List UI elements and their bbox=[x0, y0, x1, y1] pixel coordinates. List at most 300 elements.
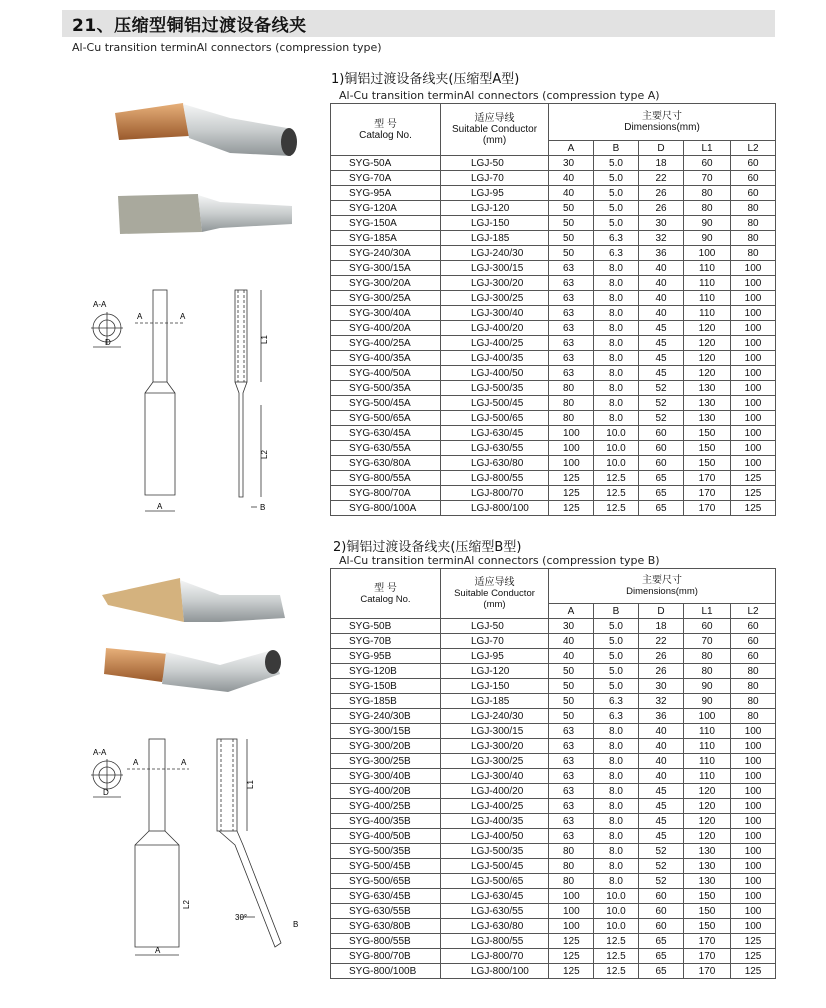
table-row bbox=[331, 366, 776, 381]
table-row bbox=[331, 216, 776, 231]
cell-d: 65 bbox=[639, 964, 684, 979]
col-header-conductor bbox=[441, 104, 549, 156]
cell-a: 63 bbox=[549, 291, 594, 306]
section-a-subtitle: Al-Cu transition terminAl connectors (compression type A) bbox=[339, 89, 660, 102]
table-row bbox=[331, 844, 776, 859]
label-a-right: A bbox=[181, 758, 187, 767]
cell-d: 30 bbox=[639, 679, 684, 694]
cell-l2: 100 bbox=[731, 889, 776, 904]
cell-d: 40 bbox=[639, 276, 684, 291]
pad-side bbox=[235, 382, 247, 497]
cell-b: 10.0 bbox=[594, 456, 639, 471]
cell-conductor: LGJ-400/35 bbox=[441, 351, 549, 366]
barrel-front bbox=[153, 290, 167, 382]
cell-l1: 90 bbox=[684, 216, 731, 231]
cell-b: 10.0 bbox=[594, 904, 639, 919]
cell-conductor: LGJ-95 bbox=[441, 186, 549, 201]
cell-a: 125 bbox=[549, 934, 594, 949]
table-row bbox=[331, 471, 776, 486]
cell-conductor: LGJ-800/70 bbox=[441, 486, 549, 501]
aluminium-barrel bbox=[183, 104, 291, 156]
cell-conductor: LGJ-300/40 bbox=[441, 769, 549, 784]
cell-l1: 80 bbox=[684, 649, 731, 664]
cell-l1: 150 bbox=[684, 456, 731, 471]
label-a-left: A bbox=[133, 758, 139, 767]
cell-conductor: LGJ-500/35 bbox=[441, 381, 549, 396]
cell-d: 32 bbox=[639, 231, 684, 246]
cell-b: 6.3 bbox=[594, 709, 639, 724]
cell-l1: 150 bbox=[684, 919, 731, 934]
cell-catalog-no: SYG-400/25B bbox=[331, 799, 441, 814]
pad-front bbox=[135, 831, 179, 947]
cell-l1: 130 bbox=[684, 396, 731, 411]
cell-catalog-no: SYG-630/80A bbox=[331, 456, 441, 471]
cond-en: Suitable Conductor bbox=[451, 124, 538, 135]
cell-conductor: LGJ-800/100 bbox=[441, 964, 549, 979]
cell-catalog-no: SYG-500/65A bbox=[331, 411, 441, 426]
cell-catalog-no: SYG-500/35A bbox=[331, 381, 441, 396]
cell-conductor: LGJ-400/35 bbox=[441, 814, 549, 829]
cell-a: 80 bbox=[549, 859, 594, 874]
cell-b: 8.0 bbox=[594, 411, 639, 426]
cell-b: 8.0 bbox=[594, 336, 639, 351]
cell-catalog-no: SYG-400/20A bbox=[331, 321, 441, 336]
table-row bbox=[331, 381, 776, 396]
cell-conductor: LGJ-185 bbox=[441, 694, 549, 709]
cell-catalog-no: SYG-300/40A bbox=[331, 306, 441, 321]
cell-b: 8.0 bbox=[594, 366, 639, 381]
cell-l2: 100 bbox=[731, 336, 776, 351]
section-a-title: 1)铜铝过渡设备线夹(压缩型A型) bbox=[331, 72, 520, 87]
cell-l1: 150 bbox=[684, 441, 731, 456]
cell-b: 12.5 bbox=[594, 471, 639, 486]
cell-d: 52 bbox=[639, 411, 684, 426]
cell-l2: 80 bbox=[731, 664, 776, 679]
cell-b: 5.0 bbox=[594, 216, 639, 231]
cell-b: 5.0 bbox=[594, 649, 639, 664]
product-photo-a2 bbox=[110, 190, 300, 240]
table-row bbox=[331, 739, 776, 754]
cell-catalog-no: SYG-300/40B bbox=[331, 769, 441, 784]
label-b: B bbox=[293, 920, 299, 929]
cell-d: 45 bbox=[639, 784, 684, 799]
cell-d: 18 bbox=[639, 619, 684, 634]
cell-conductor: LGJ-120 bbox=[441, 201, 549, 216]
cell-b: 8.0 bbox=[594, 739, 639, 754]
cell-b: 5.0 bbox=[594, 664, 639, 679]
cell-l1: 110 bbox=[684, 739, 731, 754]
cell-a: 40 bbox=[549, 171, 594, 186]
label-section: A-A bbox=[93, 748, 107, 757]
cell-l2: 100 bbox=[731, 919, 776, 934]
table-row bbox=[331, 784, 776, 799]
page-subtitle: Al-Cu transition terminAl connectors (compression type) bbox=[72, 41, 382, 54]
cell-l2: 100 bbox=[731, 321, 776, 336]
cell-d: 40 bbox=[639, 769, 684, 784]
table-row bbox=[331, 889, 776, 904]
cell-l1: 150 bbox=[684, 426, 731, 441]
cell-d: 65 bbox=[639, 949, 684, 964]
cell-conductor: LGJ-300/40 bbox=[441, 306, 549, 321]
cell-catalog-no: SYG-630/55B bbox=[331, 904, 441, 919]
col-header-dimensions bbox=[549, 569, 776, 604]
cell-d: 22 bbox=[639, 634, 684, 649]
cell-b: 5.0 bbox=[594, 679, 639, 694]
dim-en: Dimensions(mm) bbox=[624, 122, 700, 133]
cell-catalog-no: SYG-70A bbox=[331, 171, 441, 186]
col-l2: L2 bbox=[731, 141, 776, 156]
cell-a: 100 bbox=[549, 426, 594, 441]
cell-l2: 100 bbox=[731, 814, 776, 829]
cell-a: 50 bbox=[549, 679, 594, 694]
cell-l1: 100 bbox=[684, 709, 731, 724]
table-row bbox=[331, 754, 776, 769]
cell-a: 80 bbox=[549, 411, 594, 426]
cell-d: 36 bbox=[639, 709, 684, 724]
cell-d: 52 bbox=[639, 844, 684, 859]
table-row bbox=[331, 486, 776, 501]
cell-l1: 120 bbox=[684, 366, 731, 381]
cell-l1: 110 bbox=[684, 306, 731, 321]
cell-d: 45 bbox=[639, 799, 684, 814]
cell-l1: 110 bbox=[684, 724, 731, 739]
cell-l2: 125 bbox=[731, 949, 776, 964]
cell-catalog-no: SYG-800/70B bbox=[331, 949, 441, 964]
cell-b: 8.0 bbox=[594, 814, 639, 829]
technical-drawing-a bbox=[85, 285, 290, 515]
cell-l1: 120 bbox=[684, 814, 731, 829]
cell-l1: 120 bbox=[684, 799, 731, 814]
cell-l2: 80 bbox=[731, 201, 776, 216]
cell-conductor: LGJ-800/55 bbox=[441, 471, 549, 486]
table-row bbox=[331, 336, 776, 351]
cell-l1: 120 bbox=[684, 321, 731, 336]
dim-en: Dimensions(mm) bbox=[626, 586, 698, 597]
cell-l1: 130 bbox=[684, 844, 731, 859]
cell-a: 30 bbox=[549, 619, 594, 634]
cell-l2: 100 bbox=[731, 381, 776, 396]
cell-conductor: LGJ-500/65 bbox=[441, 411, 549, 426]
copper-pad bbox=[102, 578, 184, 622]
cell-a: 100 bbox=[549, 456, 594, 471]
cell-l2: 100 bbox=[731, 859, 776, 874]
cell-catalog-no: SYG-300/15A bbox=[331, 261, 441, 276]
cell-b: 10.0 bbox=[594, 919, 639, 934]
cell-catalog-no: SYG-185A bbox=[331, 231, 441, 246]
cell-l1: 80 bbox=[684, 201, 731, 216]
cell-catalog-no: SYG-500/45B bbox=[331, 859, 441, 874]
cell-l2: 125 bbox=[731, 934, 776, 949]
cell-d: 40 bbox=[639, 291, 684, 306]
cell-b: 12.5 bbox=[594, 964, 639, 979]
cond-unit: (mm) bbox=[482, 135, 507, 146]
table-row bbox=[331, 799, 776, 814]
cell-b: 8.0 bbox=[594, 396, 639, 411]
table-row bbox=[331, 964, 776, 979]
cell-d: 26 bbox=[639, 201, 684, 216]
cell-conductor: LGJ-400/50 bbox=[441, 366, 549, 381]
cell-catalog-no: SYG-240/30B bbox=[331, 709, 441, 724]
cell-l2: 125 bbox=[731, 501, 776, 516]
model-cn: 型 号 bbox=[374, 118, 397, 130]
col-l1: L1 bbox=[684, 141, 731, 156]
cell-l2: 100 bbox=[731, 426, 776, 441]
cell-l2: 60 bbox=[731, 171, 776, 186]
barrel-side bbox=[217, 739, 237, 831]
table-row bbox=[331, 694, 776, 709]
cell-a: 125 bbox=[549, 949, 594, 964]
cell-a: 63 bbox=[549, 366, 594, 381]
table-row bbox=[331, 649, 776, 664]
table-row bbox=[331, 501, 776, 516]
cell-l1: 70 bbox=[684, 634, 731, 649]
cell-l2: 100 bbox=[731, 396, 776, 411]
cell-conductor: LGJ-400/20 bbox=[441, 784, 549, 799]
cell-a: 125 bbox=[549, 964, 594, 979]
label-l1: L1 bbox=[260, 335, 269, 344]
cell-d: 65 bbox=[639, 486, 684, 501]
cell-a: 63 bbox=[549, 321, 594, 336]
table-row bbox=[331, 171, 776, 186]
cell-conductor: LGJ-400/25 bbox=[441, 336, 549, 351]
cell-catalog-no: SYG-400/35A bbox=[331, 351, 441, 366]
cell-b: 8.0 bbox=[594, 724, 639, 739]
spec-table-b bbox=[330, 568, 776, 979]
cell-l1: 170 bbox=[684, 949, 731, 964]
cell-d: 26 bbox=[639, 186, 684, 201]
cell-l1: 110 bbox=[684, 276, 731, 291]
cell-a: 63 bbox=[549, 784, 594, 799]
cell-a: 63 bbox=[549, 739, 594, 754]
cell-conductor: LGJ-70 bbox=[441, 634, 549, 649]
cond-cn: 适应导线 bbox=[474, 113, 515, 124]
col-a: A bbox=[549, 604, 594, 619]
cell-l1: 110 bbox=[684, 769, 731, 784]
cell-d: 45 bbox=[639, 366, 684, 381]
cell-conductor: LGJ-630/80 bbox=[441, 919, 549, 934]
table-row bbox=[331, 351, 776, 366]
cell-conductor: LGJ-630/80 bbox=[441, 456, 549, 471]
col-header-model bbox=[331, 569, 441, 619]
cell-d: 40 bbox=[639, 724, 684, 739]
cell-conductor: LGJ-630/55 bbox=[441, 904, 549, 919]
cell-l1: 120 bbox=[684, 336, 731, 351]
cell-b: 5.0 bbox=[594, 171, 639, 186]
cell-conductor: LGJ-300/15 bbox=[441, 724, 549, 739]
cell-l2: 60 bbox=[731, 649, 776, 664]
cell-catalog-no: SYG-500/35B bbox=[331, 844, 441, 859]
cell-a: 63 bbox=[549, 829, 594, 844]
cell-catalog-no: SYG-630/80B bbox=[331, 919, 441, 934]
table-row bbox=[331, 456, 776, 471]
cell-catalog-no: SYG-300/20A bbox=[331, 276, 441, 291]
cell-a: 63 bbox=[549, 814, 594, 829]
dim-cn: 主要尺寸 bbox=[642, 575, 683, 586]
cell-l2: 100 bbox=[731, 276, 776, 291]
cell-l1: 70 bbox=[684, 171, 731, 186]
cell-d: 60 bbox=[639, 889, 684, 904]
cell-l1: 80 bbox=[684, 664, 731, 679]
cell-l1: 120 bbox=[684, 351, 731, 366]
cell-d: 52 bbox=[639, 396, 684, 411]
table-row bbox=[331, 396, 776, 411]
cell-a: 63 bbox=[549, 261, 594, 276]
table-row bbox=[331, 231, 776, 246]
cell-d: 60 bbox=[639, 904, 684, 919]
cell-b: 8.0 bbox=[594, 799, 639, 814]
table-row bbox=[331, 934, 776, 949]
cell-l2: 60 bbox=[731, 156, 776, 171]
cond-unit: (mm) bbox=[483, 599, 506, 610]
cell-l1: 120 bbox=[684, 829, 731, 844]
cell-a: 100 bbox=[549, 889, 594, 904]
cell-l1: 100 bbox=[684, 246, 731, 261]
cell-a: 100 bbox=[549, 919, 594, 934]
cell-l1: 130 bbox=[684, 874, 731, 889]
cell-d: 45 bbox=[639, 351, 684, 366]
cell-a: 40 bbox=[549, 186, 594, 201]
cell-l2: 80 bbox=[731, 216, 776, 231]
cell-conductor: LGJ-400/25 bbox=[441, 799, 549, 814]
table-row bbox=[331, 321, 776, 336]
cell-catalog-no: SYG-300/25A bbox=[331, 291, 441, 306]
cell-l2: 80 bbox=[731, 679, 776, 694]
cell-a: 50 bbox=[549, 216, 594, 231]
cell-conductor: LGJ-500/35 bbox=[441, 844, 549, 859]
table-row bbox=[331, 156, 776, 171]
pad-front bbox=[145, 382, 175, 495]
cell-b: 12.5 bbox=[594, 949, 639, 964]
label-section: A-A bbox=[93, 300, 107, 309]
cond-cn: 适应导线 bbox=[474, 577, 515, 588]
col-l2: L2 bbox=[731, 604, 776, 619]
cell-d: 40 bbox=[639, 754, 684, 769]
cell-a: 40 bbox=[549, 649, 594, 664]
cell-catalog-no: SYG-95B bbox=[331, 649, 441, 664]
cell-b: 10.0 bbox=[594, 441, 639, 456]
cell-conductor: LGJ-300/25 bbox=[441, 754, 549, 769]
cell-d: 40 bbox=[639, 261, 684, 276]
cell-a: 63 bbox=[549, 769, 594, 784]
cell-b: 8.0 bbox=[594, 381, 639, 396]
cell-b: 8.0 bbox=[594, 844, 639, 859]
cell-l1: 170 bbox=[684, 964, 731, 979]
cell-l1: 150 bbox=[684, 904, 731, 919]
dim-cn: 主要尺寸 bbox=[642, 111, 682, 122]
col-b: B bbox=[594, 141, 639, 156]
barrel-hole bbox=[281, 128, 297, 156]
cell-l2: 80 bbox=[731, 694, 776, 709]
cell-a: 30 bbox=[549, 156, 594, 171]
cell-a: 50 bbox=[549, 694, 594, 709]
cell-conductor: LGJ-185 bbox=[441, 231, 549, 246]
cell-conductor: LGJ-300/25 bbox=[441, 291, 549, 306]
table-row bbox=[331, 859, 776, 874]
cell-l2: 100 bbox=[731, 904, 776, 919]
cell-l2: 125 bbox=[731, 471, 776, 486]
table-row bbox=[331, 619, 776, 634]
col-header-model bbox=[331, 104, 441, 156]
cell-a: 125 bbox=[549, 501, 594, 516]
label-a-bottom: A bbox=[157, 502, 163, 511]
cell-a: 50 bbox=[549, 231, 594, 246]
cell-catalog-no: SYG-800/55A bbox=[331, 471, 441, 486]
cell-l1: 130 bbox=[684, 381, 731, 396]
cell-conductor: LGJ-630/45 bbox=[441, 889, 549, 904]
cell-b: 10.0 bbox=[594, 889, 639, 904]
cell-conductor: LGJ-500/45 bbox=[441, 859, 549, 874]
cell-l2: 100 bbox=[731, 844, 776, 859]
cell-d: 52 bbox=[639, 859, 684, 874]
cell-b: 5.0 bbox=[594, 156, 639, 171]
label-d: D bbox=[105, 338, 111, 347]
label-l1: L1 bbox=[246, 780, 255, 789]
cell-l1: 60 bbox=[684, 156, 731, 171]
barrel-front bbox=[149, 739, 165, 831]
cell-a: 63 bbox=[549, 754, 594, 769]
cell-b: 8.0 bbox=[594, 291, 639, 306]
cell-l1: 130 bbox=[684, 411, 731, 426]
cell-conductor: LGJ-800/100 bbox=[441, 501, 549, 516]
cell-catalog-no: SYG-800/100B bbox=[331, 964, 441, 979]
page-title: 21、压缩型铜铝过渡设备线夹 bbox=[72, 16, 307, 36]
model-en: Catalog No. bbox=[359, 129, 412, 141]
table-row bbox=[331, 664, 776, 679]
cell-a: 80 bbox=[549, 844, 594, 859]
cell-l2: 100 bbox=[731, 441, 776, 456]
table-row bbox=[331, 904, 776, 919]
model-cn: 型 号 bbox=[374, 582, 397, 594]
cell-d: 60 bbox=[639, 919, 684, 934]
cell-catalog-no: SYG-150A bbox=[331, 216, 441, 231]
cell-conductor: LGJ-300/20 bbox=[441, 739, 549, 754]
table-row bbox=[331, 874, 776, 889]
cell-l2: 100 bbox=[731, 769, 776, 784]
cell-a: 50 bbox=[549, 201, 594, 216]
cell-conductor: LGJ-50 bbox=[441, 156, 549, 171]
cell-b: 5.0 bbox=[594, 201, 639, 216]
table-row bbox=[331, 949, 776, 964]
cell-l1: 80 bbox=[684, 186, 731, 201]
cell-conductor: LGJ-150 bbox=[441, 216, 549, 231]
cell-conductor: LGJ-500/65 bbox=[441, 874, 549, 889]
cell-b: 8.0 bbox=[594, 769, 639, 784]
cell-d: 30 bbox=[639, 216, 684, 231]
cell-catalog-no: SYG-400/20B bbox=[331, 784, 441, 799]
cell-a: 125 bbox=[549, 486, 594, 501]
cell-d: 40 bbox=[639, 306, 684, 321]
cell-b: 8.0 bbox=[594, 754, 639, 769]
spec-table-a bbox=[330, 103, 776, 516]
cell-l1: 90 bbox=[684, 694, 731, 709]
cell-a: 63 bbox=[549, 351, 594, 366]
cell-b: 12.5 bbox=[594, 934, 639, 949]
cell-b: 8.0 bbox=[594, 859, 639, 874]
col-d: D bbox=[639, 141, 684, 156]
cond-en: Suitable Conductor bbox=[454, 588, 535, 599]
col-a: A bbox=[549, 141, 594, 156]
table-row bbox=[331, 441, 776, 456]
cell-b: 6.3 bbox=[594, 231, 639, 246]
cell-b: 8.0 bbox=[594, 276, 639, 291]
cell-catalog-no: SYG-500/65B bbox=[331, 874, 441, 889]
cell-catalog-no: SYG-300/25B bbox=[331, 754, 441, 769]
col-l1: L1 bbox=[684, 604, 731, 619]
cell-conductor: LGJ-630/55 bbox=[441, 441, 549, 456]
table-row bbox=[331, 261, 776, 276]
cell-d: 60 bbox=[639, 456, 684, 471]
cell-b: 6.3 bbox=[594, 694, 639, 709]
